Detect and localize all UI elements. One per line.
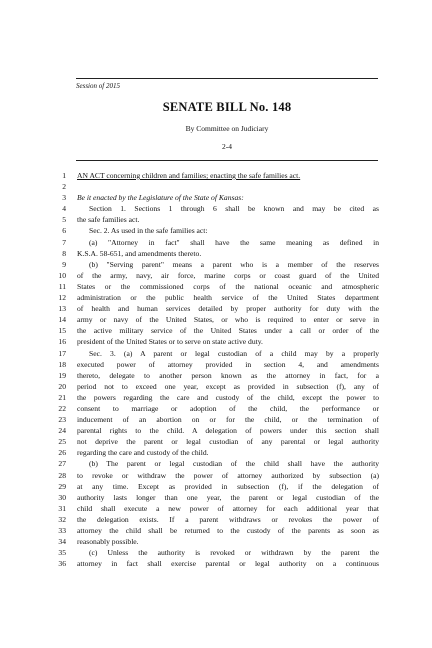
line-number: 13 (58, 304, 66, 314)
line-number: 24 (58, 426, 66, 436)
line-number: 9 (62, 259, 66, 269)
line-text: consent to marriage or adoption of the child, the performance or (77, 403, 379, 413)
line-text: (b) "Serving parent" means a parent who is a member of the reserves (89, 259, 379, 269)
line-number: 11 (58, 281, 66, 291)
bill-line (44, 259, 380, 270)
line-text: period not to exceed one year, except as provided in subsection (f), any of (77, 381, 379, 391)
bill-line (44, 325, 380, 336)
line-text: AN ACT concerning children and families; enacting the safe families act. (77, 171, 301, 180)
bill-line (44, 203, 380, 214)
line-text: inducement of an abortion on or for the child, or the termination of (77, 415, 379, 425)
line-number: 22 (58, 403, 66, 413)
line-number: 6 (62, 226, 66, 236)
bill-line (44, 547, 380, 558)
bill-line (44, 470, 380, 481)
bill-line (44, 414, 380, 425)
line-text: regarding the care and custody of the child. (77, 448, 209, 458)
line-text: (a) "Attorney in fact" shall have the same meaning as defined in (89, 237, 379, 247)
line-number: 14 (58, 315, 66, 325)
line-text: K.S.A. 58-651, and amendments thereto. (77, 248, 202, 258)
bill-line (44, 359, 380, 370)
line-number: 16 (58, 337, 66, 347)
line-number: 36 (58, 559, 66, 569)
bill-line (44, 436, 380, 447)
line-number: 29 (58, 481, 66, 491)
line-number: 2 (62, 182, 66, 192)
line-text: child shall execute a new power of attorney for each additional year that (77, 503, 379, 513)
line-text: the delegation exists. If a parent withdraws or revokes the power of (77, 514, 379, 524)
committee-label: By Committee on Judiciary (185, 124, 269, 133)
line-number: 20 (58, 381, 66, 391)
line-text: to revoke or withdraw the power of attorney authorized by subsection (a) (77, 470, 379, 480)
line-number: 4 (62, 204, 66, 214)
line-text: (c) Unless the authority is revoked or withdrawn by the parent the (89, 548, 379, 558)
header-rule-bottom (76, 160, 378, 161)
line-number: 33 (58, 526, 66, 535)
line-number: 31 (58, 503, 66, 513)
line-text: at any time. Except as provided in subsection (f), if the delegation of (77, 481, 379, 491)
bill-line (44, 214, 380, 225)
bill-line (44, 492, 380, 503)
line-number: 17 (58, 348, 66, 358)
line-text: the active military service of the United States under a call or order of the (77, 326, 379, 336)
line-number: 5 (62, 215, 66, 225)
bill-line (44, 447, 380, 458)
bill-line (44, 514, 380, 525)
session-label: Session of 2015 (76, 82, 120, 90)
line-text: president of the United States or to serve on state active duty. (77, 337, 263, 347)
line-text: not deprive the parent or legal custodian of any parental or legal authority (77, 437, 379, 447)
line-number: 19 (58, 370, 66, 380)
line-number: 10 (58, 270, 66, 280)
line-text: attorney in fact shall exercise parental or legal authority on a continuous (77, 559, 379, 569)
line-text: army or navy of the United States, or who is required to enter or serve in (77, 315, 379, 325)
line-number: 1 (62, 171, 66, 180)
bill-line (44, 225, 380, 236)
bill-line (44, 192, 380, 203)
bill-line (44, 281, 380, 292)
bill-line (44, 481, 380, 492)
line-text: Section 1. Sections 1 through 6 shall be known and may be cited as (89, 204, 379, 214)
bill-line (44, 348, 380, 359)
bill-line (44, 170, 380, 181)
line-number: 26 (58, 448, 66, 458)
line-number: 27 (58, 459, 66, 469)
line-text: of health and human services detailed by proper authority for duty with the (77, 304, 379, 314)
line-text: States or the commissioned corps of the national oceanic and atmospheric (77, 281, 379, 291)
line-number: 34 (58, 537, 66, 547)
bill-line (44, 558, 380, 569)
bill-line (44, 248, 380, 259)
bill-line (44, 458, 380, 469)
bill-line (44, 292, 380, 303)
line-text: attorney the child shall be returned to the custody of the parents as soon as (77, 526, 379, 535)
line-number: 3 (62, 193, 66, 203)
line-text: (b) The parent or legal custodian of the child shall have the authority (89, 459, 379, 469)
line-number: 25 (58, 437, 66, 447)
line-number: 8 (62, 248, 66, 258)
bill-line (44, 303, 380, 314)
line-text: Be it enacted by the Legislature of the State of Kansas: (77, 193, 244, 203)
line-text: Sec. 3. (a) A parent or legal custodian of a child may by a properly (89, 348, 379, 358)
line-text: administration or the public health service of the United States department (77, 293, 379, 303)
bill-line (44, 503, 380, 514)
bill-line (44, 370, 380, 381)
line-text: parental rights to the child. A delegation of powers under this section shall (77, 426, 379, 436)
bill-line (44, 392, 380, 403)
line-text: executed power of attorney provided in section 4, and amendments (77, 359, 379, 369)
bill-line (44, 314, 380, 325)
bill-line (44, 237, 380, 248)
line-number: 7 (62, 237, 66, 247)
bill-line (44, 525, 380, 536)
line-number: 12 (58, 293, 66, 303)
bill-line (44, 536, 380, 547)
line-text: the powers regarding the care and custody of the child, except the power to (77, 392, 379, 402)
line-number: 21 (58, 392, 66, 402)
line-number: 35 (58, 548, 66, 558)
line-text: of the army, navy, air force, marine corps or coast guard of the United (77, 270, 379, 280)
bill-line (44, 381, 380, 392)
header-rule-top (76, 78, 378, 79)
bill-line (44, 403, 380, 414)
bill-line (44, 270, 380, 281)
line-number: 30 (58, 492, 66, 502)
line-number: 15 (58, 326, 66, 336)
line-number: 23 (58, 415, 66, 425)
bill-line (44, 425, 380, 436)
bill-title: SENATE BILL No. 148 (162, 100, 292, 114)
bill-line (44, 336, 380, 347)
line-text: thereto, delegate to another person known as the attorney in fact, for a (77, 370, 379, 380)
line-text: Sec. 2. As used in the safe families act: (89, 226, 208, 236)
introduction-date: 2-4 (222, 142, 232, 151)
bill-text-body (44, 170, 380, 569)
bill-line (44, 181, 380, 192)
line-number: 32 (58, 514, 66, 524)
line-text: authority lasts longer than one year, the parent or legal custodian of the (77, 492, 379, 502)
line-number: 28 (58, 470, 66, 480)
line-text: reasonably possible. (77, 537, 139, 547)
line-number: 18 (58, 359, 66, 369)
line-text: the safe families act. (77, 215, 140, 225)
